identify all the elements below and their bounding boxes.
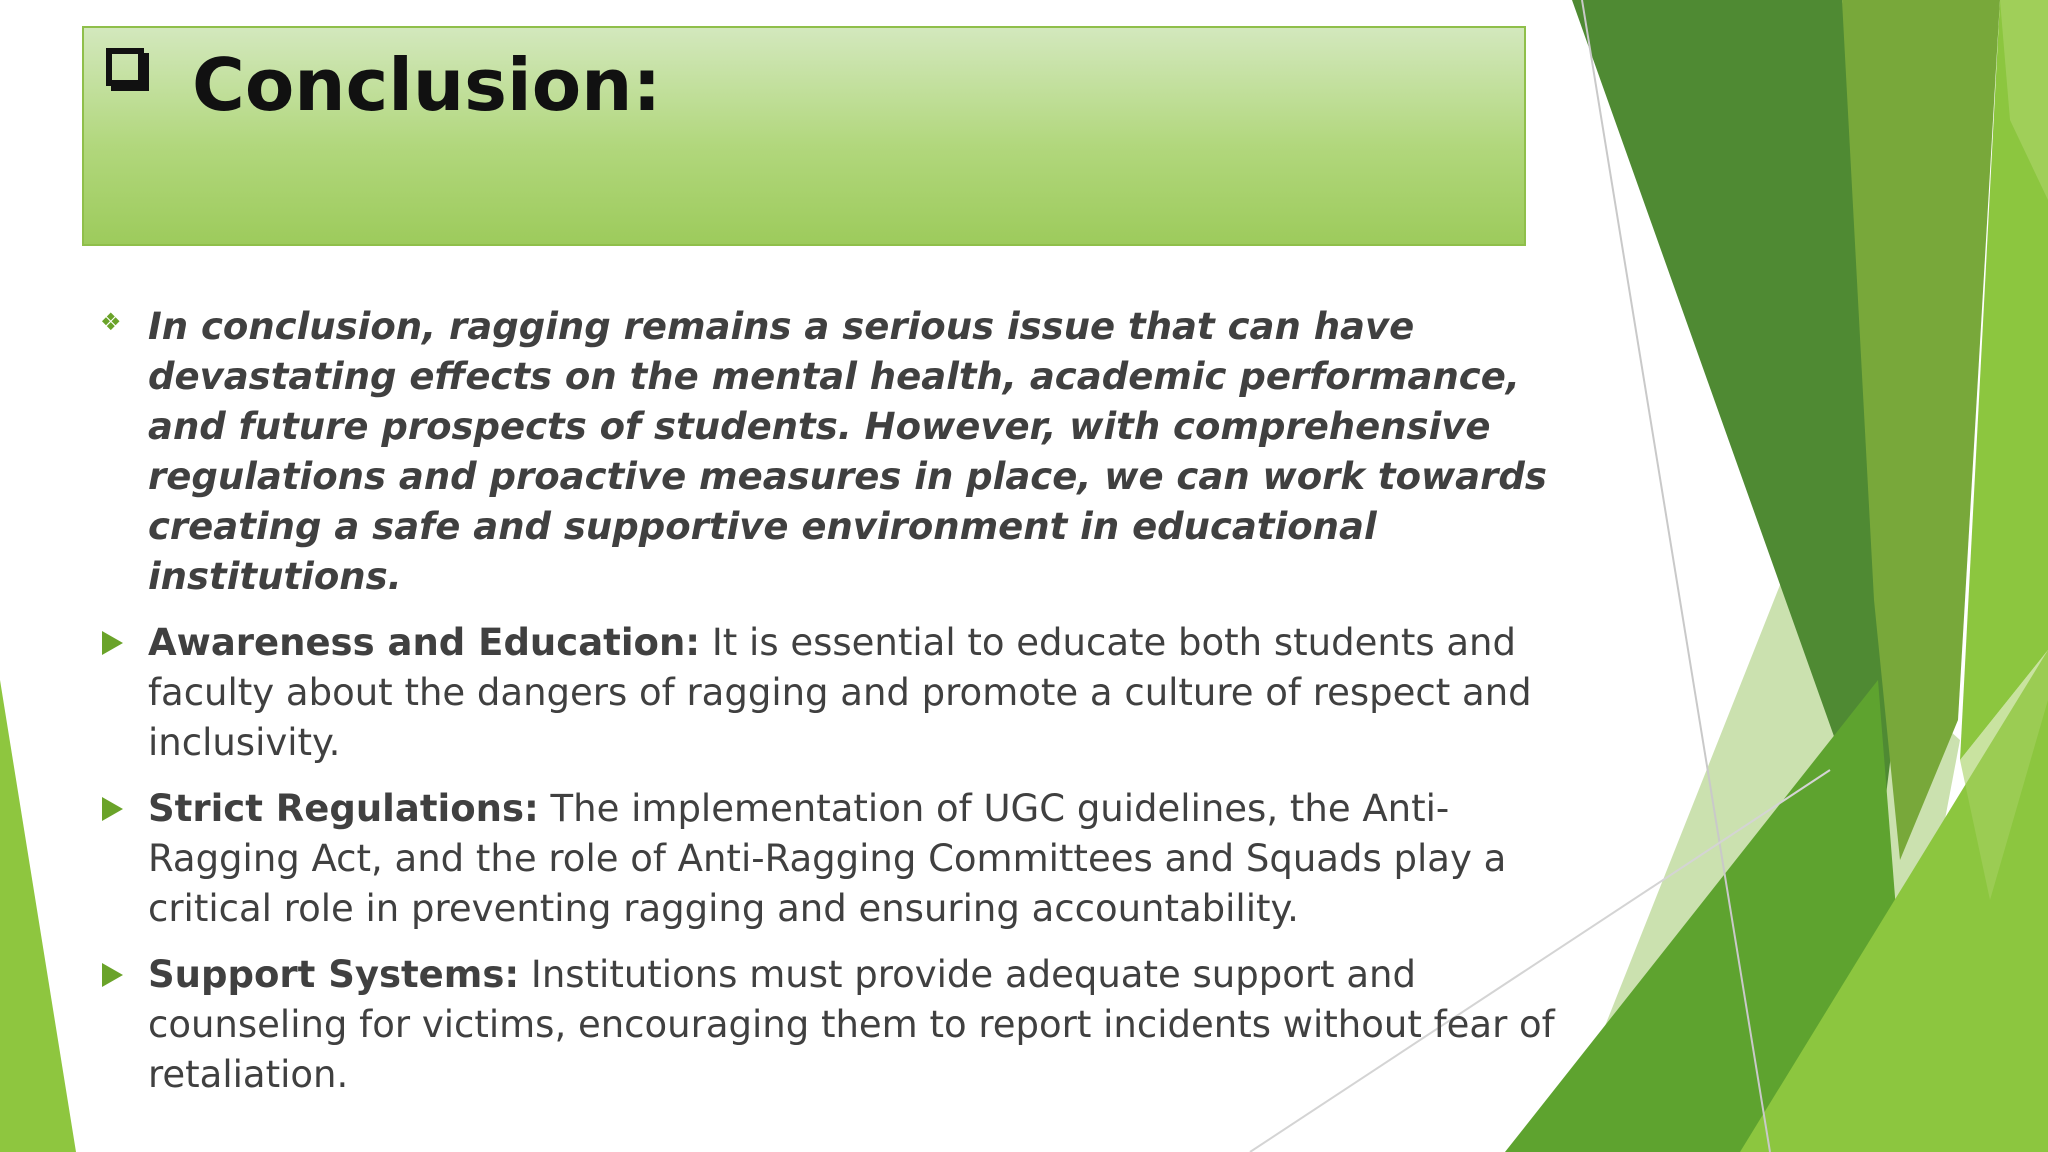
title-banner [82, 26, 1526, 246]
bullet-heading: Strict Regulations: [148, 787, 539, 830]
triangle-bullet-icon [102, 963, 123, 987]
bullet-item-awareness [98, 618, 1598, 768]
slide-title: Conclusion: [192, 43, 662, 127]
deco-shape-left-sliver [0, 680, 76, 1152]
bullet-text: It is essential to educate both students and faculty about the dangers of ragging and promote a culture of respect and inclusivity. [148, 621, 1532, 764]
bullet-heading: Support Systems: [148, 953, 520, 996]
triangle-bullet-icon [102, 797, 123, 821]
bullet-item-regulations [98, 784, 1598, 934]
bullet-heading: Awareness and Education: [148, 621, 701, 664]
bullet-item-intro [98, 302, 1598, 602]
triangle-bullet-icon [102, 631, 123, 655]
checkbox-square-icon [106, 48, 144, 86]
diamond-bullet-icon: ❖ [100, 308, 122, 336]
bullet-text: In conclusion, ragging remains a serious issue that can have devastating effects on the mental health, academic performance, and future prospects of students. However, with comprehensive regulations and proactive measures in place, we can work towards creating a safe and supportive environment in educational institutions. [148, 305, 1547, 598]
bullet-list [98, 302, 1598, 1116]
bullet-text: The implementation of UGC guidelines, the Anti-Ragging Act, and the role of Anti-Ragging Committees and Squads play a critical role in preventing ragging and ensuring accountability. [148, 787, 1507, 930]
bullet-text: Institutions must provide adequate support and counseling for victims, encouraging them to report incidents without fear of retaliation. [148, 953, 1555, 1096]
bullet-item-support [98, 950, 1598, 1100]
